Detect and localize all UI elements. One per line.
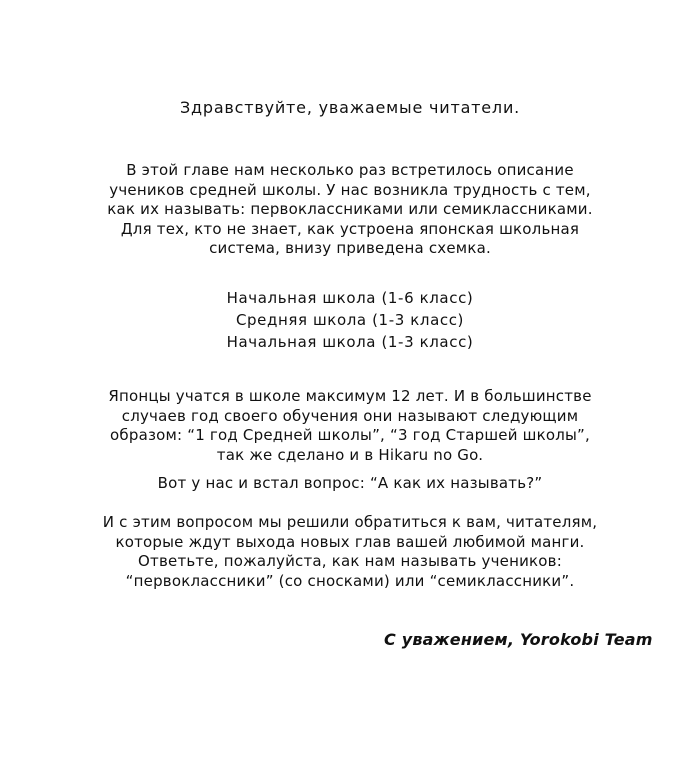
question-line: Вот у нас и встал вопрос: “А как их называть?” bbox=[157, 474, 543, 492]
greeting-heading bbox=[0, 98, 700, 118]
appeal-paragraph bbox=[0, 513, 700, 591]
intro-paragraph bbox=[0, 161, 700, 259]
explanation-paragraph bbox=[0, 387, 700, 465]
explanation-line: Японцы учатся в школе максимум 12 лет. И в большинстве bbox=[108, 387, 592, 405]
explanation-line: так же сделано и в Hikaru no Go. bbox=[216, 445, 484, 464]
question-paragraph bbox=[0, 474, 700, 494]
school-level-item: Начальная школа (1-3 класс) bbox=[226, 333, 474, 351]
appeal-line: “первоклассники” (со сносками) или “семиклассники”. bbox=[125, 571, 575, 590]
appeal-line: Ответьте, пожалуйста, как нам называть учеников: bbox=[138, 552, 562, 570]
appeal-line: которые ждут выхода новых глав вашей любимой манги. bbox=[115, 532, 585, 551]
intro-line: как их называть: первоклассниками или семиклассниками. bbox=[107, 200, 593, 218]
school-level-item: Средняя школа (1-3 класс) bbox=[235, 311, 465, 329]
intro-line: В этой главе нам несколько раз встретилось описание bbox=[126, 161, 574, 179]
school-level-item: Начальная школа (1-6 класс) bbox=[226, 289, 474, 307]
intro-line: учеников средней школы. У нас возникла трудность с тем, bbox=[109, 180, 591, 199]
signature: С уважением, Yorokobi Team bbox=[384, 630, 653, 649]
explanation-line: случаев год своего обучения они называют следующим bbox=[121, 406, 579, 425]
explanation-line: образом: “1 год Средней школы”, “3 год Старшей школы”, bbox=[110, 426, 590, 444]
appeal-line: И с этим вопросом мы решили обратиться к вам, читателям, bbox=[102, 513, 598, 531]
school-system-scheme bbox=[0, 287, 700, 353]
greeting-text: Здравствуйте, уважаемые читатели. bbox=[179, 98, 521, 117]
intro-line: Для тех, кто не знает, как устроена японская школьная bbox=[120, 219, 580, 238]
intro-line: система, внизу приведена схемка. bbox=[209, 239, 491, 257]
